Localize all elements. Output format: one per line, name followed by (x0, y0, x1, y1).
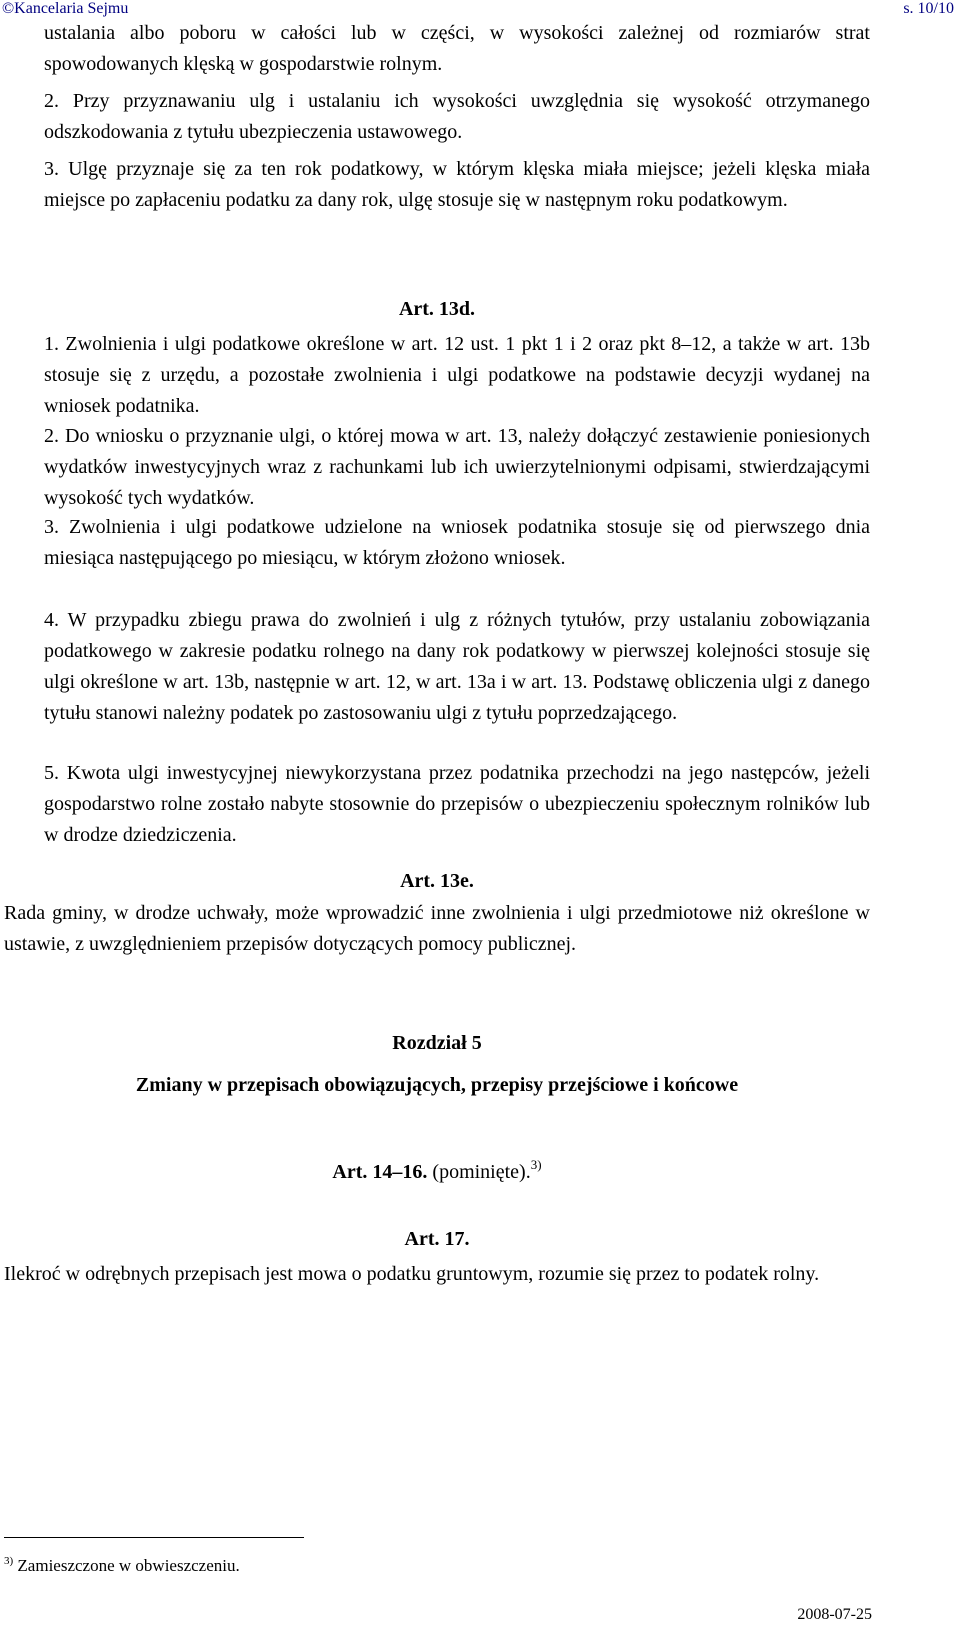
footnote (4, 1550, 240, 1577)
header-source: ©Kancelaria Sejmu (2, 0, 129, 17)
art-13d-paragraph-5: 5. Kwota ulgi inwestycyjnej niewykorzystana przez podatnika przechodzi na jego następców, jeżeli gospodarstwo rolne zostało nabyte stosownie do przepisów o ubezpieczeniu społecznym rolników lub w drodze dziedziczenia. (44, 762, 870, 846)
art-13e-heading: Art. 13e. (400, 870, 474, 892)
art-13d-heading: Art. 13d. (398, 298, 476, 320)
art-13d-paragraph-2: 2. Do wniosku o przyznanie ulgi, o której mowa w art. 13, należy dołączyć zestawienie poniesionych wydatków inwestycyjnych wraz z rachunkami lub ich uwierzytelnionymi odpisami, stwierdzającymi wysokość tych wydatków. (44, 425, 870, 509)
footnote-reference[interactable]: 3) (530, 1157, 542, 1172)
chapter-number: Rozdział 5 (392, 1032, 482, 1054)
header-page-number: s. 10/10 (903, 0, 954, 17)
art-14-16-number: Art. 14–16. (332, 1161, 428, 1183)
footnote-text: Zamieszczone w obwieszczeniu. (17, 1556, 240, 1575)
footnote-divider (4, 1537, 304, 1538)
art-17-text: Ilekroć w odrębnych przepisach jest mowa o podatku gruntowym, rozumie się przez to podatek rolny. (4, 1263, 820, 1285)
art-14-16-note: (pominięte). (432, 1161, 531, 1183)
paragraph-continuation: ustalania albo poboru w całości lub w części, w wysokości zależnej od rozmiarów strat spowodowanych klęską w gospodarstwie rolnym. (44, 22, 870, 75)
paragraph-3: 3. Ulgę przyznaje się za ten rok podatkowy, w którym klęska miała miejsce; jeżeli klęska miała miejsce po zapłaceniu podatku za dany rok, ulgę stosuje się w następnym roku podatkowym. (44, 158, 870, 211)
footer-date: 2008-07-25 (797, 1606, 872, 1623)
footnote-mark: 3) (4, 1555, 14, 1567)
chapter-title: Zmiany w przepisach obowiązujących, przepisy przejściowe i końcowe (135, 1074, 739, 1096)
art-14-16-heading (0, 1152, 874, 1185)
art-13d-paragraph-1: 1. Zwolnienia i ulgi podatkowe określone w art. 12 ust. 1 pkt 1 i 2 oraz pkt 8–12, a także w art. 13b stosuje się z urzędu, a pozostałe zwolnienia i ulgi podatkowe na podstawie decyzji wydanej na wniosek podatnika. (44, 333, 870, 417)
art-13d-paragraph-3: 3. Zwolnienia i ulgi podatkowe udzielone na wniosek podatnika stosuje się od pierwszego dnia miesiąca następującego po miesiącu, w którym złożono wniosek. (44, 516, 870, 569)
art-13d-paragraph-4: 4. W przypadku zbiegu prawa do zwolnień i ulg z różnych tytułów, przy ustalaniu zobowiązania podatkowego w zakresie podatku rolnego na dany rok podatkowy w pierwszej kolejności stosuje się ulgi określone w art. 13b, następnie w art. 12, w art. 13a i w art. 13. Podstawę obliczenia ulgi z danego tytułu stanowi należny podatek po zastosowaniu ulgi z tytułu poprzedzającego. (44, 609, 870, 724)
art-17-heading: Art. 17. (404, 1228, 470, 1250)
art-13e-text: Rada gminy, w drodze uchwały, może wprowadzić inne zwolnienia i ulgi przedmiotowe niż określone w ustawie, z uwzględnieniem przepisów dotyczących pomocy publicznej. (4, 902, 870, 955)
paragraph-2: 2. Przy przyznawaniu ulg i ustalaniu ich wysokości uwzględnia się wysokość otrzymanego odszkodowania z tytułu ubezpieczenia ustawowego. (44, 90, 870, 143)
